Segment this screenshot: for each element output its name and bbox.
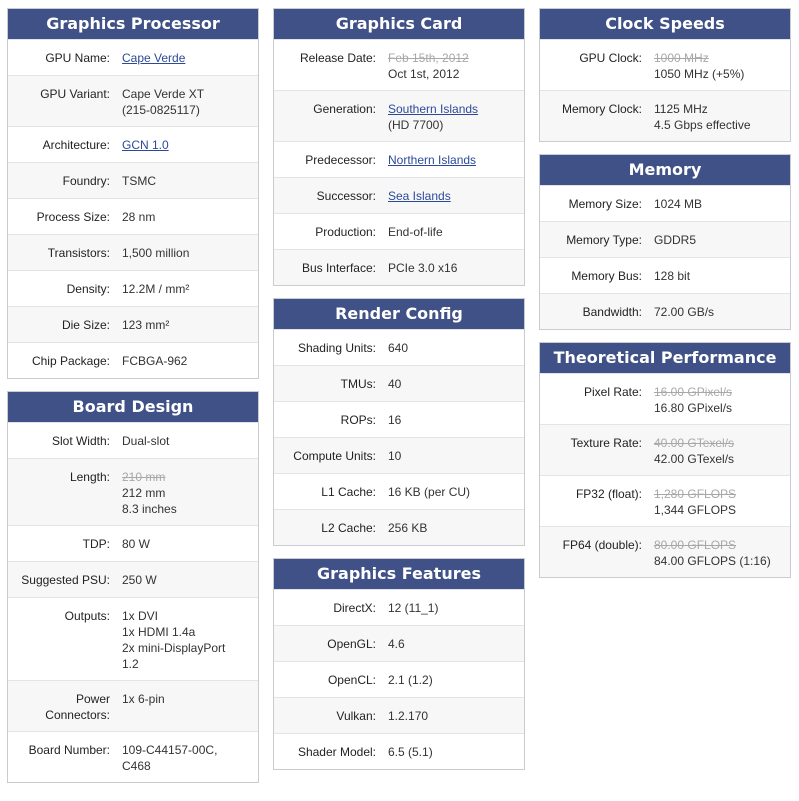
spec-value: 128 bit [654,269,691,283]
spec-label: Bandwidth: [582,305,642,319]
spec-label: TDP: [82,537,110,551]
spec-value: 80 W [122,537,151,551]
spec-value: 12 (11_1) [388,601,439,615]
spec-label: Chip Package: [31,354,110,368]
spec-row-memory-type [540,221,790,257]
gpu-name-link[interactable]: Cape Verde [122,51,186,65]
spec-row-successor [274,177,524,213]
spec-value: 1024 MB [654,197,703,211]
graphics-processor-panel [7,8,259,379]
spec-label: Compute Units: [293,449,376,463]
graphics-features-panel [273,558,525,770]
spec-row-gpu-variant [8,75,258,126]
spec-value: 2x mini-DisplayPort [122,641,226,655]
spec-label: OpenGL: [327,637,376,651]
spec-value: 12.2M / mm² [122,282,190,296]
spec-value: 4.6 [388,637,405,651]
spec-label: GPU Clock: [579,51,642,65]
spec-row-predecessor [274,141,524,177]
spec-row-power-connectors [8,680,258,731]
spec-row-opencl [274,661,524,697]
spec-value-old: 16.00 GPixel/s [654,385,733,399]
spec-label: Architecture: [42,138,110,152]
spec-row-l2-cache [274,509,524,545]
spec-row-vulkan [274,697,524,733]
spec-row-architecture [8,126,258,162]
spec-row-slot-width [8,422,258,458]
spec-value: PCIe 3.0 x16 [388,261,458,275]
panel-title: Graphics Processor [8,9,258,39]
spec-row-foundry [8,162,258,198]
spec-value: 1,500 million [122,246,190,260]
spec-row-gpu-clock [540,39,790,90]
spec-label: TMUs: [340,377,376,391]
column-left [7,8,259,795]
spec-label: ROPs: [340,413,376,427]
spec-row-production [274,213,524,249]
spec-value: 2.1 (1.2) [388,673,433,687]
spec-value: 16 [388,413,402,427]
clock-speeds-panel [539,8,791,142]
theoretical-performance-panel [539,342,791,578]
spec-label: L1 Cache: [321,485,376,499]
predecessor-link[interactable]: Northern Islands [388,153,477,167]
panel-title: Render Config [274,299,524,329]
spec-label: Shading Units: [297,341,376,355]
spec-row-compute-units [274,437,524,473]
column-middle [273,8,525,782]
spec-label: Foundry: [62,174,110,188]
spec-value: 42.00 GTexel/s [654,452,735,466]
spec-value: 28 nm [122,210,156,224]
spec-value: 16.80 GPixel/s [654,401,733,415]
spec-label: Slot Width: [51,434,110,448]
spec-label: Shader Model: [297,745,376,759]
spec-label: Density: [66,282,110,296]
panel-title: Memory [540,155,790,185]
spec-row-directx [274,589,524,625]
spec-value: 123 mm² [122,318,170,332]
memory-panel [539,154,791,330]
generation-link[interactable]: Southern Islands [388,102,479,116]
column-right [539,8,791,590]
board-design-panel [7,391,259,783]
spec-value: 84.00 GFLOPS (1:16) [654,554,771,568]
graphics-card-panel [273,8,525,286]
spec-label: Memory Clock: [561,102,642,116]
spec-row-die-size [8,306,258,342]
spec-row-fp32 [540,475,790,526]
spec-value: End-of-life [388,225,443,239]
spec-value-old: 210 mm [122,470,166,484]
spec-label: DirectX: [333,601,376,615]
spec-row-density [8,270,258,306]
spec-row-gpu-name [8,39,258,75]
spec-label: Successor: [316,189,376,203]
spec-row-fp64 [540,526,790,577]
spec-value: 10 [388,449,402,463]
spec-label: Release Date: [299,51,376,65]
spec-value: GDDR5 [654,233,697,247]
spec-row-pixel-rate [540,373,790,424]
spec-row-length [8,458,258,525]
spec-label: Outputs: [64,609,110,623]
spec-label: Memory Size: [568,197,642,211]
spec-row-chip-package [8,342,258,378]
spec-value-secondary: (215-0825117) [122,103,200,117]
spec-label: Die Size: [61,318,110,332]
spec-value: 1050 MHz (+5%) [654,67,745,81]
spec-value: 1125 MHz [654,102,708,116]
spec-label: Length: [69,470,110,484]
spec-row-l1-cache [274,473,524,509]
spec-value: 1x DVI [122,609,159,623]
spec-label: GPU Name: [45,51,110,65]
spec-value: 1.2 [122,657,139,671]
spec-value-secondary: 4.5 Gbps effective [654,118,751,132]
spec-value-old: 80.00 GFLOPS [654,538,737,552]
successor-link[interactable]: Sea Islands [388,189,451,203]
spec-row-memory-clock [540,90,790,141]
spec-value: 40 [388,377,402,391]
spec-value-old: 1,280 GFLOPS [654,487,737,501]
spec-row-board-number [8,731,258,782]
spec-value: 1.2.170 [388,709,429,723]
spec-label: Board Number: [28,743,110,757]
spec-value-secondary: C468 [122,759,151,773]
spec-row-bus-interface [274,249,524,285]
spec-label: Process Size: [36,210,110,224]
spec-label: OpenCL: [327,673,376,687]
panel-title: Board Design [8,392,258,422]
spec-value-old: 40.00 GTexel/s [654,436,735,450]
spec-value-old: 1000 MHz [654,51,709,65]
spec-value: 109-C44157-00C, [122,743,218,757]
spec-value: 250 W [122,573,157,587]
spec-label: FP64 (double): [562,538,642,552]
spec-value: 212 mm [122,486,166,500]
spec-row-memory-bus [540,257,790,293]
render-config-panel [273,298,525,546]
spec-value-old: Feb 15th, 2012 [388,51,469,65]
spec-label: Connectors: [45,708,110,722]
spec-value: Cape Verde XT [122,87,205,101]
spec-value: 16 KB (per CU) [388,485,471,499]
spec-row-rops [274,401,524,437]
spec-label: Power [75,692,110,706]
spec-value-secondary: (HD 7700) [388,118,444,132]
spec-label: Memory Type: [566,233,642,247]
spec-row-shading-units [274,329,524,365]
spec-row-release-date [274,39,524,90]
spec-label: Suggested PSU: [21,573,110,587]
spec-row-tdp [8,525,258,561]
spec-row-suggested-psu [8,561,258,597]
spec-value: 1x HDMI 1.4a [122,625,196,639]
spec-value: 1,344 GFLOPS [654,503,737,517]
spec-value: Dual-slot [122,434,170,448]
spec-value: Oct 1st, 2012 [388,67,460,81]
spec-label: Texture Rate: [570,436,642,450]
spec-row-opengl [274,625,524,661]
spec-row-transistors [8,234,258,270]
spec-row-outputs [8,597,258,680]
spec-row-texture-rate [540,424,790,475]
spec-row-memory-size [540,185,790,221]
spec-value: 1x 6-pin [122,692,165,706]
panel-title: Graphics Card [274,9,524,39]
spec-label: FP32 (float): [575,487,642,501]
spec-value: 6.5 (5.1) [388,745,433,759]
spec-value: FCBGA-962 [122,354,188,368]
spec-row-tmus [274,365,524,401]
spec-row-bandwidth [540,293,790,329]
spec-label: Bus Interface: [301,261,376,275]
spec-label: L2 Cache: [321,521,376,535]
panel-title: Theoretical Performance [540,343,790,373]
spec-value: 640 [388,341,409,355]
spec-value: 256 KB [388,521,428,535]
spec-row-generation [274,90,524,141]
spec-row-process-size [8,198,258,234]
panel-title: Graphics Features [274,559,524,589]
spec-value-secondary: 8.3 inches [122,502,177,516]
spec-label: GPU Variant: [40,87,110,101]
spec-value: 72.00 GB/s [654,305,715,319]
spec-label: Vulkan: [336,709,376,723]
panel-title: Clock Speeds [540,9,790,39]
spec-label: Pixel Rate: [583,385,642,399]
spec-label: Memory Bus: [571,269,642,283]
spec-label: Predecessor: [305,153,376,167]
spec-value: TSMC [122,174,156,188]
architecture-link[interactable]: GCN 1.0 [122,138,169,152]
spec-label: Production: [315,225,376,239]
spec-label: Generation: [313,102,376,116]
spec-row-shader-model [274,733,524,769]
spec-label: Transistors: [47,246,110,260]
